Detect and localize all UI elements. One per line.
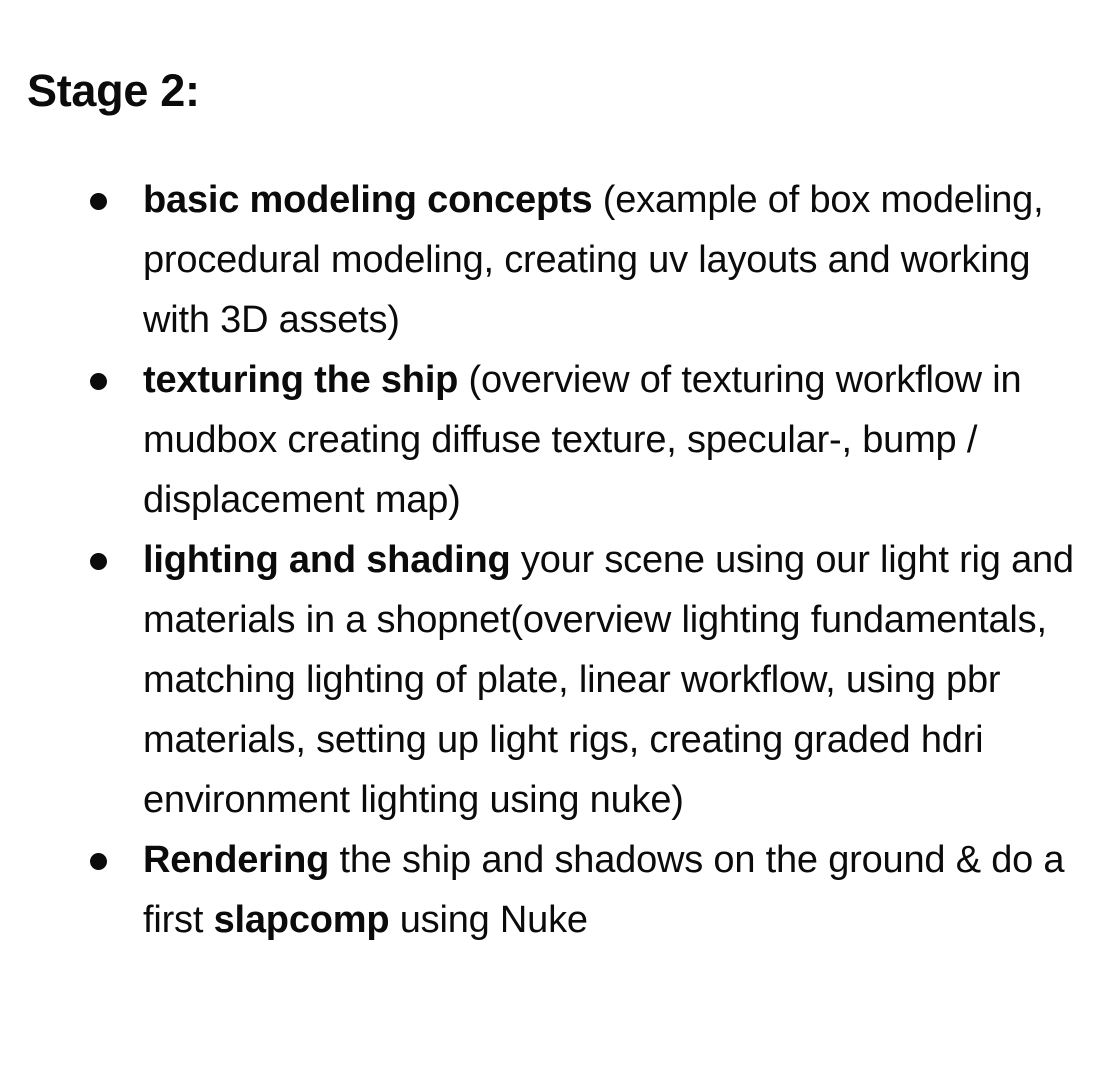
topic-description: (example of box modeling, procedural modeling, creating uv layouts and working with 3D assets) [143, 179, 1044, 341]
stage-heading: Stage 2: [27, 65, 200, 116]
topic-description: the ship and shadows on the ground & do a first [143, 839, 1065, 941]
topic-description-end: using Nuke [389, 899, 588, 941]
list-item [0, 350, 1083, 530]
list-item [0, 170, 1083, 350]
topic-description: (overview of texturing workflow in mudbox creating diffuse texture, specular-, bump / displacement map) [143, 359, 1022, 521]
topic-list [0, 170, 1120, 950]
topic-title: Rendering [143, 839, 330, 881]
bullet-icon [90, 553, 107, 570]
topic-title: basic modeling concepts [143, 179, 593, 221]
topic-title: lighting and shading [143, 539, 511, 581]
bullet-icon [90, 193, 107, 210]
bullet-icon [90, 373, 107, 390]
bullet-icon [90, 853, 107, 870]
list-item [0, 530, 1083, 830]
list-item [0, 830, 1083, 950]
topic-title: texturing the ship [143, 359, 459, 401]
topic-description: your scene using our light rig and materials in a shopnet(overview lighting fundamentals, matching lighting of plate, linear workflow, using pbr materials, setting up light rigs, creating graded hdri environment lighting using nuke) [143, 539, 1074, 821]
topic-emphasis: slapcomp [213, 899, 390, 941]
